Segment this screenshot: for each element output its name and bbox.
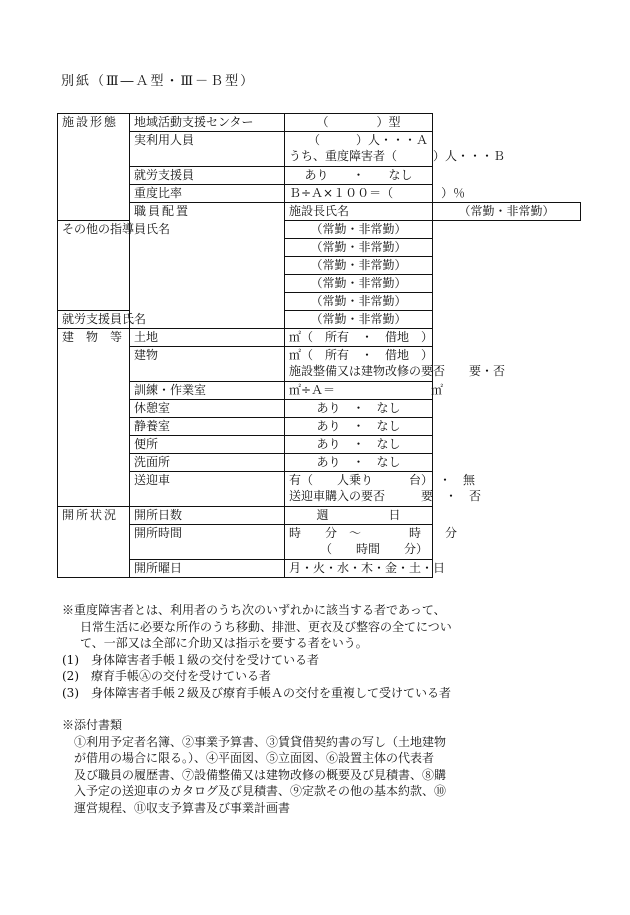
users-total: （ ）人・・・Ａ: [307, 133, 428, 147]
row-users: [58, 132, 581, 167]
row-rest-room: [58, 400, 581, 418]
row-severe-ratio: [58, 185, 581, 203]
field-training-room[interactable]: ㎡÷Ａ＝ ㎡: [285, 382, 433, 400]
label-washroom: 洗面所: [130, 454, 285, 472]
row-opening-hours: [58, 525, 581, 560]
field-users[interactable]: [285, 132, 506, 167]
row-training-room: [58, 382, 581, 400]
vehicle-purchase: 送迎車購入の要否 要 ・ 否: [289, 489, 482, 503]
notes-section: [62, 602, 582, 816]
row-employment-staff-name: [58, 311, 581, 329]
field-opening-days[interactable]: 週 日: [285, 507, 433, 525]
row-washroom: [58, 454, 581, 472]
criteria-item-2: (2) 療育手帳Ⓐの交付を受けている者: [62, 669, 271, 683]
building-ownership: ㎡（ 所有 ・ 借地 ）: [289, 348, 434, 362]
row-building: [58, 347, 581, 382]
field-opening-weekdays[interactable]: 月・火・水・木・金・土・日: [285, 560, 433, 578]
severe-definition-line: 日常生活に必要な所作のうち移動、排泄、更衣及び整容の全てについ: [80, 619, 452, 634]
criteria-item-3: (3) 身体障害者手帳２級及び療育手帳Ａの交付を重複して受けている者: [62, 685, 452, 700]
label-employment-staff: 就労支援員: [130, 167, 285, 185]
label-building: 建物: [130, 347, 285, 382]
label-opening-weekdays: 開所曜日: [130, 560, 285, 578]
vehicle-capacity: 有（ 人乗り 台） ・ 無: [289, 473, 476, 487]
row-other-staff: [58, 221, 581, 239]
field-vehicle[interactable]: [285, 472, 482, 507]
attachments-line: 運営規程、⑪収支予算書及び事業計画書: [74, 800, 291, 815]
attachments-line: ①利用予定者名簿、②事業予算書、③賃貸借契約書の写し（土地建物: [74, 734, 447, 749]
criteria-item-1: (1) 身体障害者手帳１級の交付を受けている者: [62, 652, 319, 667]
field-washroom[interactable]: あり ・ なし: [285, 454, 433, 472]
section-opening: 開所状況: [58, 507, 130, 578]
row-facility-type: [58, 114, 581, 132]
label-employment-staff-name: 就労支援員氏名: [58, 311, 130, 329]
attachments-line: 及び職員の履歴書、⑦設備整備又は建物改修の概要及び見積書、⑧購: [74, 767, 447, 782]
row-land: [58, 329, 581, 347]
field-other-staff-5[interactable]: （常勤・非常勤）: [285, 293, 433, 311]
row-quiet-room: [58, 418, 581, 436]
label-director: 施設長氏名: [285, 203, 433, 221]
attachments-line: が借用の場合に限る。）、④平面図、⑤立面図、⑥設置主体の代表者: [74, 751, 435, 765]
field-severe-ratio[interactable]: Ｂ÷Ａ×１００＝（ ）％: [285, 185, 433, 203]
field-opening-hours[interactable]: [285, 525, 458, 560]
opening-hours-total: （ 時間 分）: [319, 542, 428, 556]
field-other-staff-1[interactable]: （常勤・非常勤）: [285, 221, 433, 239]
field-employment-staff-name[interactable]: （常勤・非常勤）: [285, 311, 433, 329]
field-other-staff-3[interactable]: （常勤・非常勤）: [285, 257, 433, 275]
users-severe: うち、重度障害者（ ）人・・・Ｂ: [289, 149, 506, 163]
field-rest-room[interactable]: あり ・ なし: [285, 400, 433, 418]
building-renovation: 施設整備又は建物改修の要否 要・否: [289, 364, 506, 378]
section-staff: 職員配置: [130, 203, 285, 329]
label-severe-ratio: 重度比率: [130, 185, 285, 203]
field-building[interactable]: [285, 347, 506, 382]
field-other-staff-4[interactable]: （常勤・非常勤）: [285, 275, 433, 293]
label-vehicle: 送迎車: [130, 472, 285, 507]
row-toilet: [58, 436, 581, 454]
section-building: 建 物 等: [58, 329, 130, 507]
row-opening-days: [58, 507, 581, 525]
field-employment-staff[interactable]: あり ・ なし: [285, 167, 433, 185]
label-land: 土地: [130, 329, 285, 347]
attachments-line: 入予定の送迎車のカタログ及び見積書、⑨定款その他の基本約款、⑩: [74, 784, 447, 798]
field-director[interactable]: （常勤・非常勤）: [433, 203, 581, 221]
document-title: 別紙（Ⅲ―Ａ型・Ⅲ－Ｂ型）: [61, 74, 256, 89]
severe-definition-line: ※重度障害者とは、利用者のうち次のいずれかに該当する者であって、: [62, 603, 446, 617]
row-director: [58, 203, 581, 221]
label-opening-days: 開所日数: [130, 507, 285, 525]
facility-form-table: [57, 113, 581, 578]
field-toilet[interactable]: あり ・ なし: [285, 436, 433, 454]
row-employment-staff: [58, 167, 581, 185]
row-opening-weekdays: [58, 560, 581, 578]
section-facility: 施設形態: [58, 114, 130, 221]
label-toilet: 便所: [130, 436, 285, 454]
opening-hours-range: 時 分 ～ 時 分: [289, 526, 458, 540]
field-quiet-room[interactable]: あり ・ なし: [285, 418, 433, 436]
label-quiet-room: 静養室: [130, 418, 285, 436]
severe-definition-line: て、一部又は全部に介助又は指示を要する者をいう。: [80, 636, 368, 650]
field-facility-type[interactable]: （ ）型: [285, 114, 433, 132]
field-other-staff-2[interactable]: （常勤・非常勤）: [285, 239, 433, 257]
label-rest-room: 休憩室: [130, 400, 285, 418]
label-other-staff: その他の指導員氏名: [58, 221, 130, 311]
label-opening-hours: 開所時間: [130, 525, 285, 560]
label-users: 実利用人員: [130, 132, 285, 167]
label-training-room: 訓練・作業室: [130, 382, 285, 400]
attachments-title: ※添付書類: [62, 718, 123, 732]
label-facility-type: 地域活動支援センター: [130, 114, 285, 132]
row-vehicle: [58, 472, 581, 507]
field-land[interactable]: ㎡（ 所有 ・ 借地 ）: [285, 329, 433, 347]
